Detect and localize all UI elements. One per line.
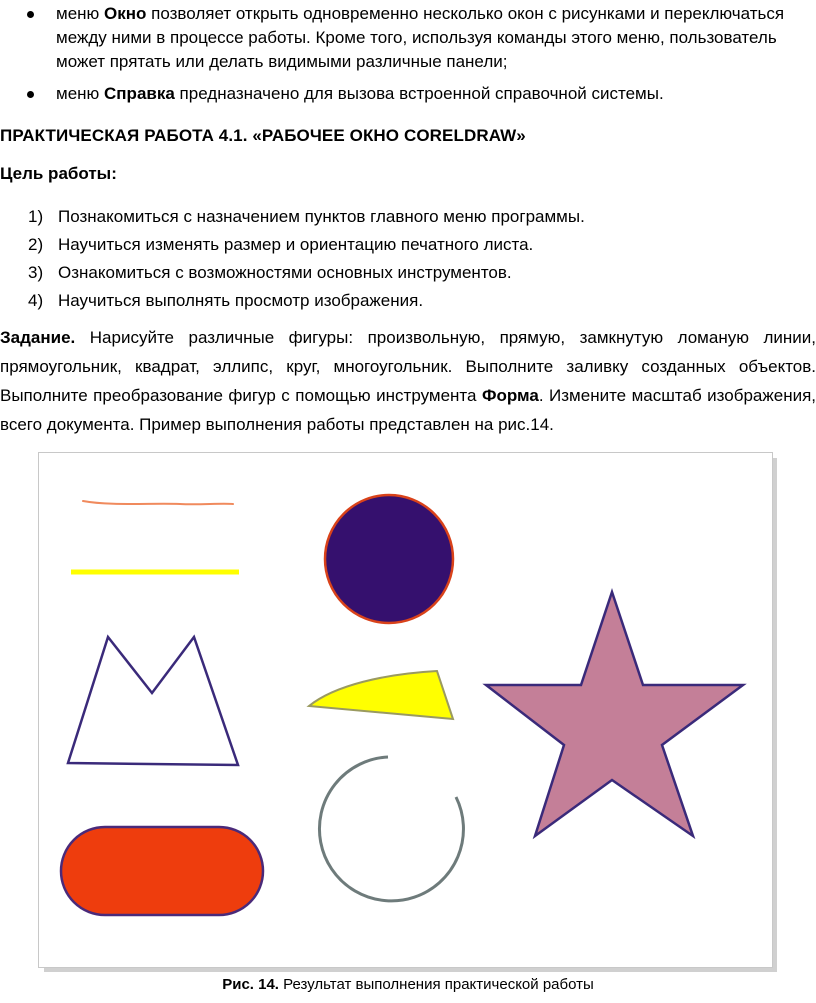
tool-name: Форма (481, 386, 539, 405)
item-number: 3) (28, 263, 44, 282)
goal-title: Цель работы: (0, 164, 117, 183)
bullet-prefix: меню (56, 84, 105, 103)
bullet-text: предназначено для вызова встроенной справочной системы. (174, 84, 664, 103)
item-text: Ознакомиться с возможностями основных инструментов. (58, 263, 512, 282)
freehand-line (83, 501, 233, 504)
circle-shape (325, 495, 453, 623)
item-number: 2) (28, 235, 44, 254)
bullet-prefix: меню (56, 4, 105, 23)
section-heading: ПРАКТИЧЕСКАЯ РАБОТА 4.1. «РАБОЧЕЕ ОКНО CORELDRAW» (0, 126, 526, 145)
figure-caption (0, 976, 816, 993)
caption-text: Результат выполнения практической работы (278, 976, 594, 993)
item-text: Научиться выполнять просмотр изображения. (58, 291, 424, 310)
item-number: 1) (28, 207, 44, 226)
menu-term: Окно (104, 4, 147, 23)
item-number: 4) (28, 291, 44, 310)
task-text-end: . Измените масштаб изображения, всего документа. Пример выполнения работы представлен на рис.14. (0, 386, 816, 434)
menu-term: Справка (104, 84, 175, 103)
star-shape (486, 592, 743, 836)
task-label: Задание. (0, 328, 76, 347)
item-text: Научиться изменять размер и ориентацию печатного листа. (58, 235, 534, 254)
arc-shape (319, 757, 463, 901)
wedge-shape (309, 671, 453, 719)
rounded-rectangle-shape (61, 827, 263, 915)
caption-label: Рис. 14. (222, 976, 279, 993)
item-text: Познакомиться с назначением пунктов главного меню программы. (58, 207, 585, 226)
task-text: Нарисуйте различные фигуры: произвольную, прямую, замкнутую ломаную линии, прямоугольник, квадрат, эллипс, круг, многоугольник. Выполните заливку созданных объектов. Выполните преобразование фигур с помощью инструмента (0, 328, 816, 405)
bullet-text: позволяет открыть одновременно несколько окон с рисунками и переключаться между ними в процессе работы. Кроме того, используя команды этого меню, пользователь может прятать или делать видимыми различные панели; (56, 4, 785, 71)
closed-polyline (68, 637, 238, 765)
